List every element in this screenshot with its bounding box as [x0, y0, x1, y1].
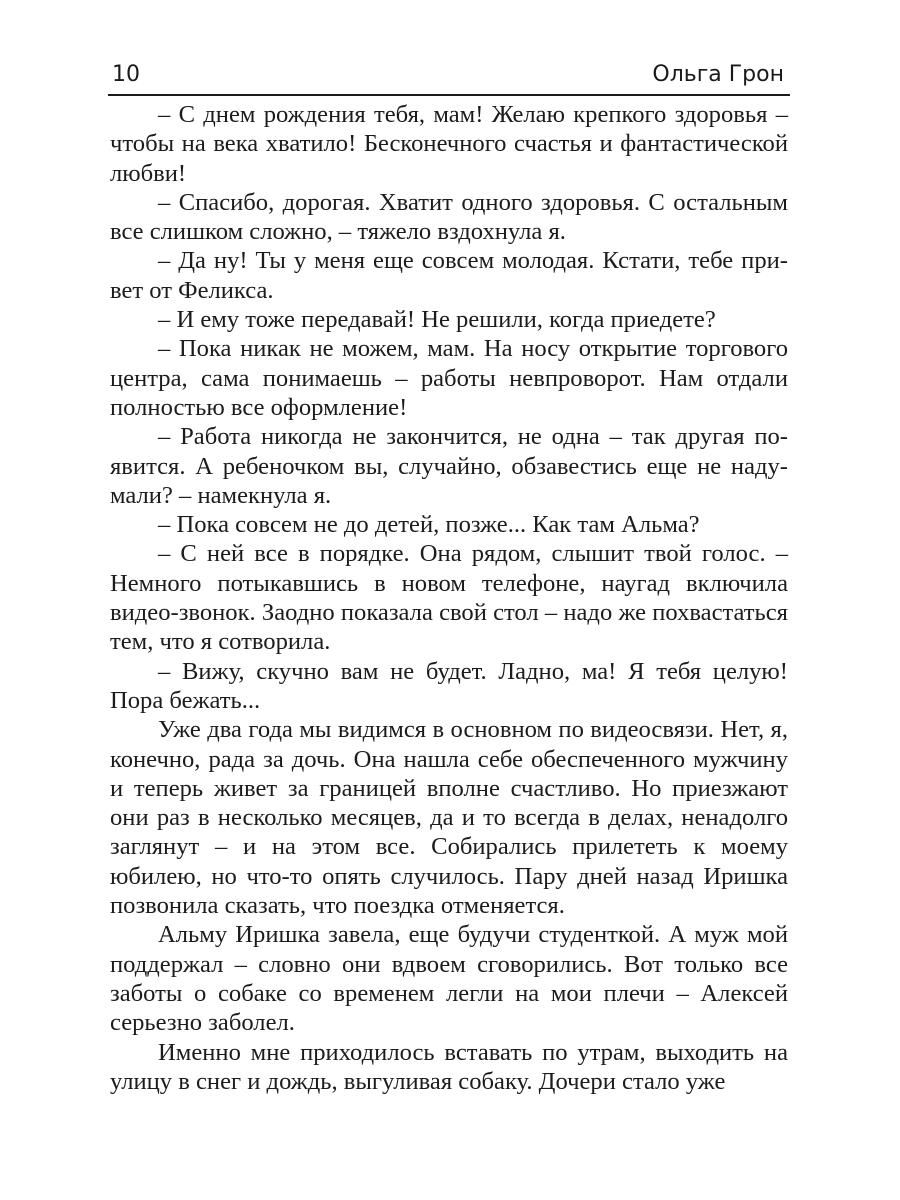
paragraph: – Работа никогда не закончится, не одна – так другая появится. А ребеночком вы, случайно, обзавестись еще не надумали? – намекнула я. — [110, 423, 788, 509]
paragraph: – И ему тоже передавай! Не решили, когда приедете? — [158, 306, 716, 334]
page-number: 10 — [112, 62, 140, 87]
page-header — [108, 56, 790, 96]
paragraph: – Вижу, скучно вам не будет. Ладно, ма! Я тебя целую! Пора бежать... — [110, 657, 788, 714]
paragraph: – Спасибо, дорогая. Хватит одного здоровья. С остальным все слишком сложно, – тяжело вздохнула я. — [110, 188, 788, 246]
paragraph: Именно мне приходилось вставать по утрам, выходить на улицу в снег и дождь, выгуливая собаку. Дочери стало уже — [110, 1038, 788, 1095]
paragraph: – С днем рождения тебя, мам! Желаю крепкого здоровья – чтобы на века хватило! Бесконечного счастья и фантастической любви! — [110, 101, 788, 187]
paragraph: Альму Иришка завела, еще будучи студенткой. А муж мой поддержал – словно они вдвоем сговорились. Вот только все заботы о собаке со временем легли на мои плечи – Алексей серьезно заболел. — [110, 921, 788, 1037]
text-body — [110, 100, 788, 1096]
paragraph: – Пока совсем не до детей, позже... Как там Альма? — [158, 511, 700, 539]
paragraph: – Пока никак не можем, мам. На носу открытие торгового центра, сама понимаешь – работы невпроворот. Нам отдали полностью все оформление! — [110, 335, 788, 421]
paragraph: – С ней все в порядке. Она рядом, слышит твой голос. – Немного потыкавшись в новом телефоне, наугад включила видео-звонок. Заодно показала свой стол – надо же похвастаться тем, что я сотворила. — [110, 540, 788, 656]
paragraph: – Да ну! Ты у меня еще совсем молодая. Кстати, тебе привет от Феликса. — [110, 247, 788, 304]
running-head-author: Ольга Грон — [652, 62, 784, 87]
paragraph: Уже два года мы видимся в основном по видеосвязи. Нет, я, конечно, рада за дочь. Она нашла себе обеспеченного мужчину и теперь живет за границей вполне счастливо. Но приезжают они раз в несколько месяцев, да и то всегда в делах, ненадолго заглянут – и на этом все. Собирались прилететь к моему юбилею, но что-то опять случилось. Пару дней назад Иришка позвонила сказать, что поездка отменяется. — [110, 716, 788, 920]
